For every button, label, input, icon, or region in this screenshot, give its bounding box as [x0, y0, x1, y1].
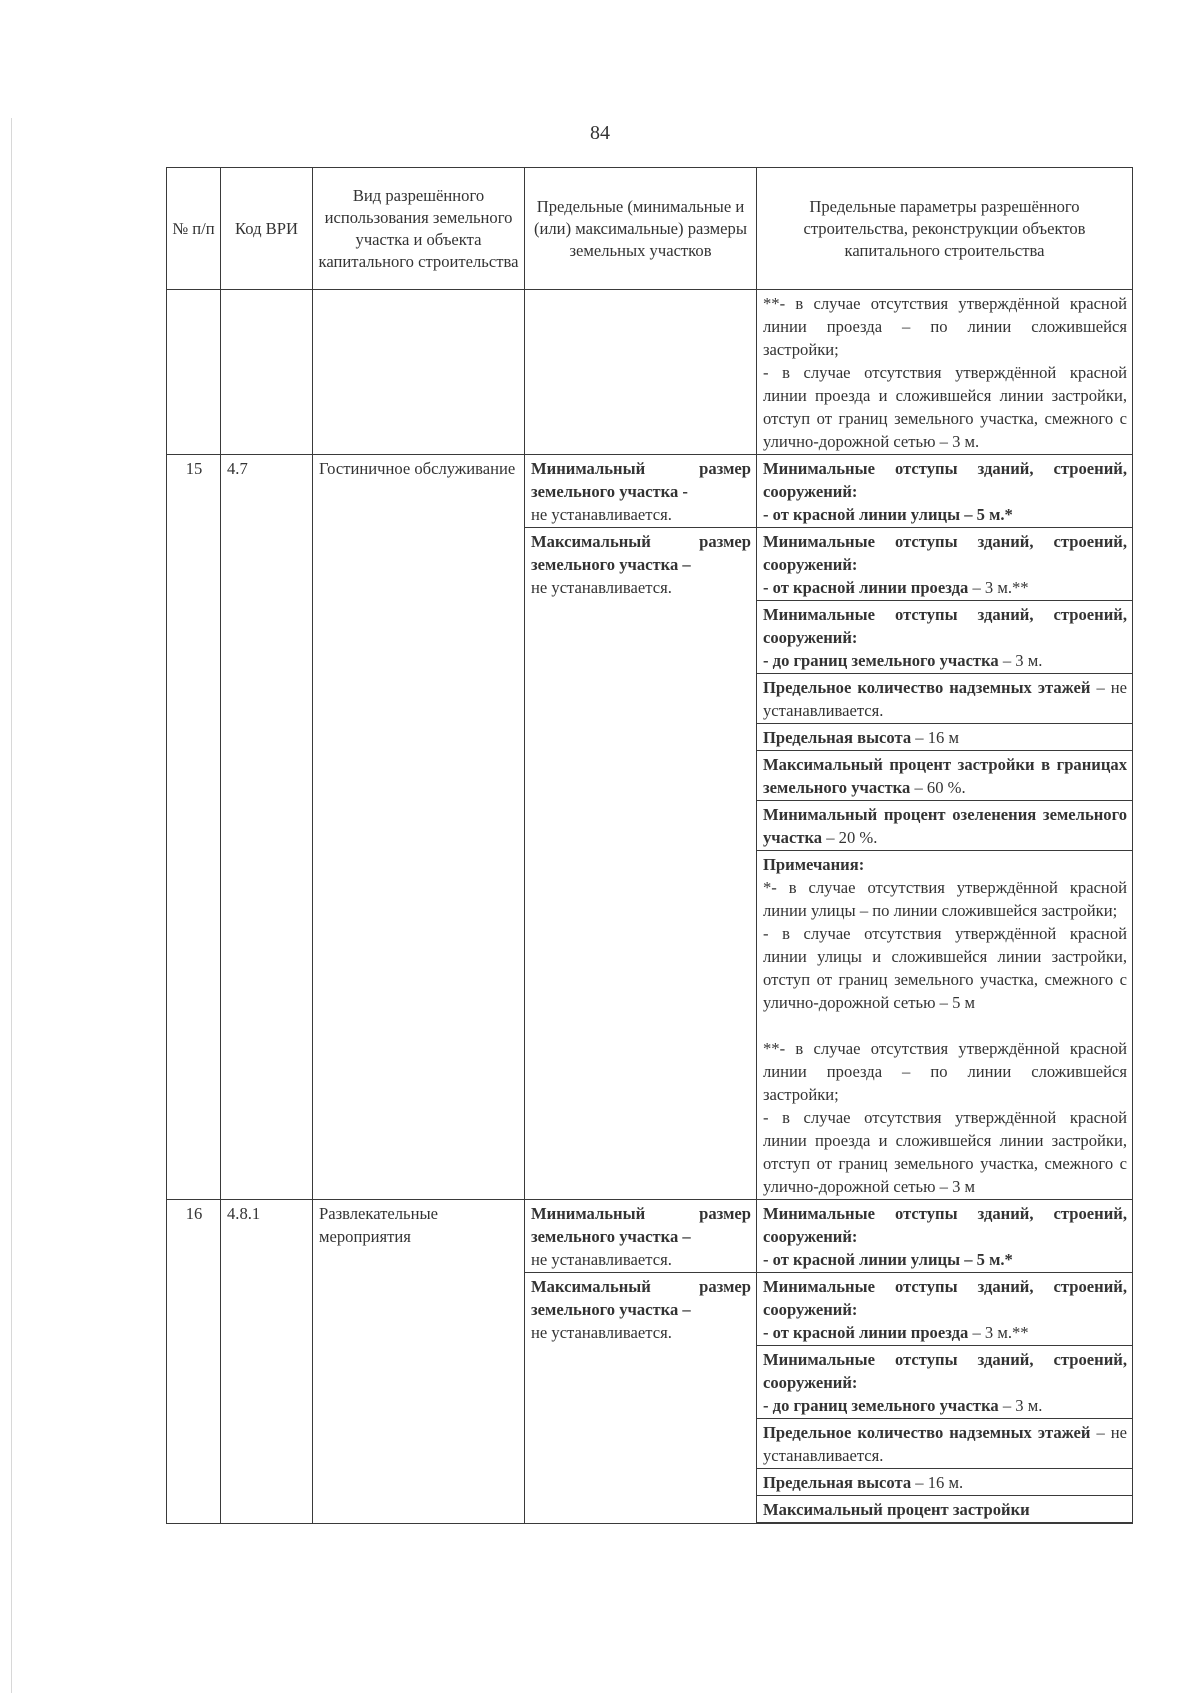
note-text: *- в случае отсутствия утверждённой красной линии улицы – по линии сложившейся застройки;	[763, 878, 1127, 920]
scan-margin-line	[11, 118, 12, 1693]
max-plot-size: Максимальный размер земельного участка – не устанавливается.	[525, 528, 757, 1200]
note-text: - в случае отсутствия утверждённой красной линии улицы и сложившейся линии застройки, отступ от границ земельного участка, смежного с улично-дорожной сетью – 5 м	[763, 924, 1127, 1012]
param-cell: Предельное количество надземных этажей – не устанавливается.	[757, 1419, 1133, 1469]
table-row	[167, 455, 1133, 528]
notes-cell	[757, 851, 1133, 1200]
min-plot-size: Минимальный размер земельного участка - не устанавливается.	[525, 455, 757, 528]
vri-code: 4.8.1	[221, 1200, 313, 1524]
param-cell: Минимальные отступы зданий, строений, сооружений: - от красной линии проезда – 3 м.**	[757, 528, 1133, 601]
max-plot-size: Максимальный размер земельного участка – не устанавливается.	[525, 1273, 757, 1524]
continuation-notes	[757, 290, 1133, 455]
header-num: № п/п	[167, 168, 221, 290]
header-code: Код ВРИ	[221, 168, 313, 290]
notes-title: Примечания:	[763, 855, 865, 874]
regulations-table	[166, 167, 1133, 1524]
note-text: **- в случае отсутствия утверждённой красной линии проезда – по линии сложившейся застройки;	[763, 1039, 1127, 1104]
vri-code: 4.7	[221, 455, 313, 1200]
note-text: **- в случае отсутствия утверждённой красной линии проезда – по линии сложившейся застройки;	[763, 294, 1127, 359]
param-cell: Минимальные отступы зданий, строений, сооружений: - от красной линии улицы – 5 м.*	[757, 455, 1133, 528]
param-cell: Минимальный процент озеленения земельного участка – 20 %.	[757, 801, 1133, 851]
param-cell: Минимальные отступы зданий, строений, сооружений: - до границ земельного участка – 3 м.	[757, 1346, 1133, 1419]
table-row	[167, 1200, 1133, 1273]
param-cell: Минимальные отступы зданий, строений, сооружений: - от красной линии улицы – 5 м.*	[757, 1200, 1133, 1273]
min-plot-size: Минимальный размер земельного участка – не устанавливается.	[525, 1200, 757, 1273]
row-number: 15	[167, 455, 221, 1200]
param-cell: Минимальные отступы зданий, строений, сооружений: - до границ земельного участка – 3 м.	[757, 601, 1133, 674]
table-header-row	[167, 168, 1133, 290]
row-number: 16	[167, 1200, 221, 1524]
usage-kind: Развлекательные мероприятия	[313, 1200, 525, 1524]
param-cell: Предельная высота – 16 м	[757, 724, 1133, 751]
header-kind: Вид разрешённого использования земельного участка и объекта капитального строительства	[313, 168, 525, 290]
param-cell: Предельная высота – 16 м.	[757, 1469, 1133, 1496]
note-text: - в случае отсутствия утверждённой красной линии проезда и сложившейся линии застройки, отступ от границ земельного участка, смежного с улично-дорожной сетью – 3 м.	[763, 363, 1127, 451]
param-cell: Предельное количество надземных этажей – не устанавливается.	[757, 674, 1133, 724]
header-sizes: Предельные (минимальные и (или) максимальные) размеры земельных участков	[525, 168, 757, 290]
param-cell: Максимальный процент застройки в границах земельного участка – 60 %.	[757, 751, 1133, 801]
note-text: - в случае отсутствия утверждённой красной линии проезда и сложившейся линии застройки, отступ от границ земельного участка, смежного с улично-дорожной сетью – 3 м	[763, 1108, 1127, 1196]
param-cell: Минимальные отступы зданий, строений, сооружений: - от красной линии проезда – 3 м.**	[757, 1273, 1133, 1346]
param-cell: Максимальный процент застройки	[757, 1496, 1133, 1523]
table-row	[167, 290, 1133, 455]
usage-kind: Гостиничное обслуживание	[313, 455, 525, 1200]
header-params: Предельные параметры разрешённого строительства, реконструкции объектов капитального строительства	[757, 168, 1133, 290]
page-number: 84	[590, 122, 610, 144]
